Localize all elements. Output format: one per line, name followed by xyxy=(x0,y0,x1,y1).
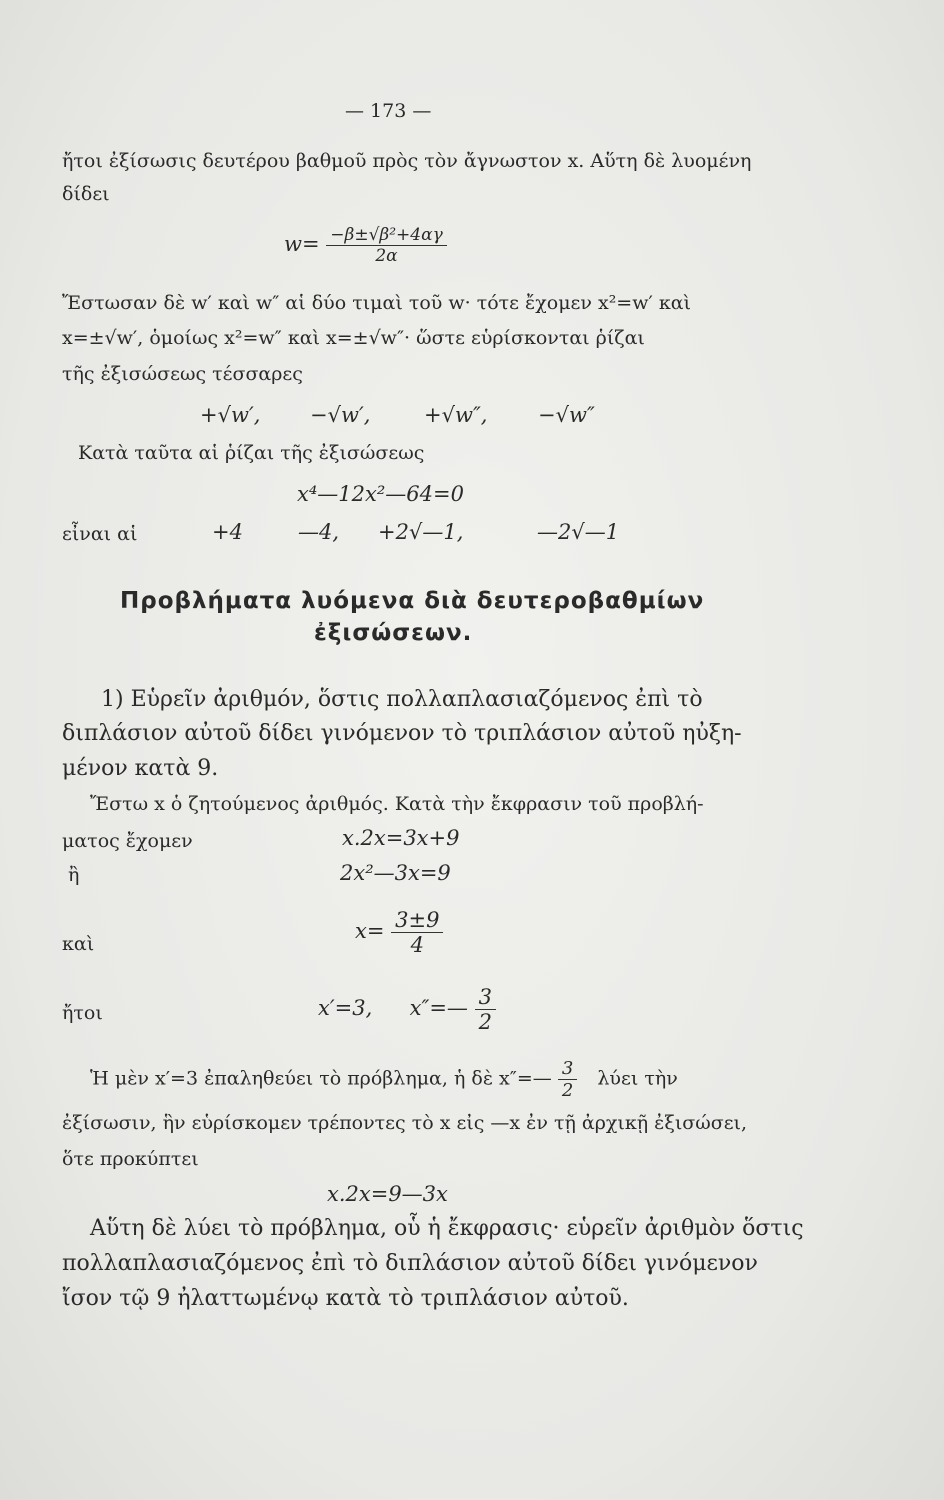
paragraph-line: ὅτε προκύπτει xyxy=(62,1148,199,1170)
text-fragment: λύει τὴν xyxy=(597,1067,678,1090)
section-title-line1: Προβλήματα λυόμενα διὰ δευτεροβαθμίων xyxy=(120,588,705,614)
fraction-numerator: 3 xyxy=(475,985,496,1010)
root-4: −√w″ xyxy=(538,403,595,427)
fraction-denominator: 2 xyxy=(478,1010,492,1034)
fraction-denominator: 4 xyxy=(410,933,424,957)
paragraph-line: ἴσον τῷ 9 ἠλαττωμένῳ κατὰ τὸ τριπλάσιον αὐτοῦ. xyxy=(62,1286,629,1311)
root-1: +√w′, xyxy=(200,403,261,427)
fraction xyxy=(558,1058,577,1101)
root-a: x′=3, xyxy=(318,996,373,1020)
equation-lhs: x= xyxy=(355,919,385,943)
text-line: Κατὰ ταῦτα αἱ ῥίζαι τῆς ἐξισώσεως xyxy=(78,442,425,464)
equation: x.2x=3x+9 xyxy=(342,826,460,850)
paragraph-line: 1) Εὑρεῖν ἀριθμόν, ὅστις πολλαπλασιαζόμενος ἐπὶ τὸ xyxy=(101,687,703,712)
equation: x⁴—12x²—64=0 xyxy=(297,482,464,506)
root-2: −√w′, xyxy=(310,403,371,427)
text-label: ἤτοι xyxy=(62,1002,103,1024)
text-line: ἤτοι ἐξίσωσις δευτέρου βαθμοῦ πρὸς τὸν ἄγνωστον x. Αὕτη δὲ λυομένη xyxy=(62,150,752,172)
paragraph-line: ἐξίσωσιν, ἣν εὑρίσκομεν τρέποντες τὸ x εἰς —x ἐν τῇ ἀρχικῇ ἐξισώσει, xyxy=(62,1112,748,1134)
equation: 2x²—3x=9 xyxy=(340,861,451,885)
formula-w-fraction xyxy=(326,225,447,266)
text-line: Ἔστωσαν δὲ w′ καὶ w″ αἱ δύο τιμαὶ τοῦ w· τότε ἔχομεν x²=w′ καὶ xyxy=(62,292,692,314)
formula-w-lhs: w= xyxy=(284,232,320,256)
section-title-line2: ἐξισώσεων. xyxy=(314,620,473,646)
fraction-denominator: 2 xyxy=(561,1080,574,1101)
root-value: +2√—1, xyxy=(378,520,464,544)
equation-fraction xyxy=(355,908,443,957)
text-line: τῆς ἐξισώσεως τέσσαρες xyxy=(62,363,303,385)
equation: x.2x=9—3x xyxy=(327,1182,448,1206)
root-value: —4, xyxy=(298,520,340,544)
formula-w xyxy=(284,225,447,266)
paragraph-line: διπλάσιον αὐτοῦ δίδει γινόμενον τὸ τριπλάσιον αὐτοῦ ηὐξη- xyxy=(62,721,742,746)
paragraph-line xyxy=(90,1058,678,1101)
fraction-numerator: 3±9 xyxy=(391,908,443,933)
paragraph-line: πολλαπλασιαζόμενος ἐπὶ τὸ διπλάσιον αὐτοῦ δίδει γινόμενον xyxy=(62,1251,758,1276)
roots-label: εἶναι αἱ xyxy=(62,523,138,545)
text-line: δίδει xyxy=(62,183,110,205)
paragraph-line: μένον κατὰ 9. xyxy=(62,756,219,781)
text-fragment: Ἡ μὲν x′=3 ἐπαληθεύει τὸ πρόβλημα, ἡ δὲ x″=— xyxy=(90,1067,552,1090)
paragraph-line: Αὕτη δὲ λύει τὸ πρόβλημα, οὗ ἡ ἔκφρασις· εὑρεῖν ἀριθμὸν ὅστις xyxy=(90,1216,804,1241)
formula-w-denominator: 2α xyxy=(375,246,398,266)
root-3: +√w″, xyxy=(424,403,488,427)
text-line: x=±√w′, ὁμοίως x²=w″ καὶ x=±√w″· ὥστε εὑρίσκονται ῥίζαι xyxy=(62,327,645,349)
text-label: ματος ἔχομεν xyxy=(62,830,193,852)
equation-roots xyxy=(318,985,496,1034)
fraction-numerator: 3 xyxy=(558,1058,577,1080)
formula-w-numerator: −β±√β²+4αγ xyxy=(326,225,447,246)
root-value: —2√—1 xyxy=(537,520,620,544)
root-value: +4 xyxy=(212,520,243,544)
text-label: ἢ xyxy=(68,864,80,886)
root-b: x″=— xyxy=(409,996,468,1020)
fraction xyxy=(475,985,496,1034)
fraction xyxy=(391,908,443,957)
paragraph-line: Ἔστω x ὁ ζητούμενος ἀριθμός. Κατὰ τὴν ἔκφρασιν τοῦ προβλή- xyxy=(90,793,704,815)
page-number: — 173 — xyxy=(345,100,432,122)
text-label: καὶ xyxy=(62,933,95,955)
